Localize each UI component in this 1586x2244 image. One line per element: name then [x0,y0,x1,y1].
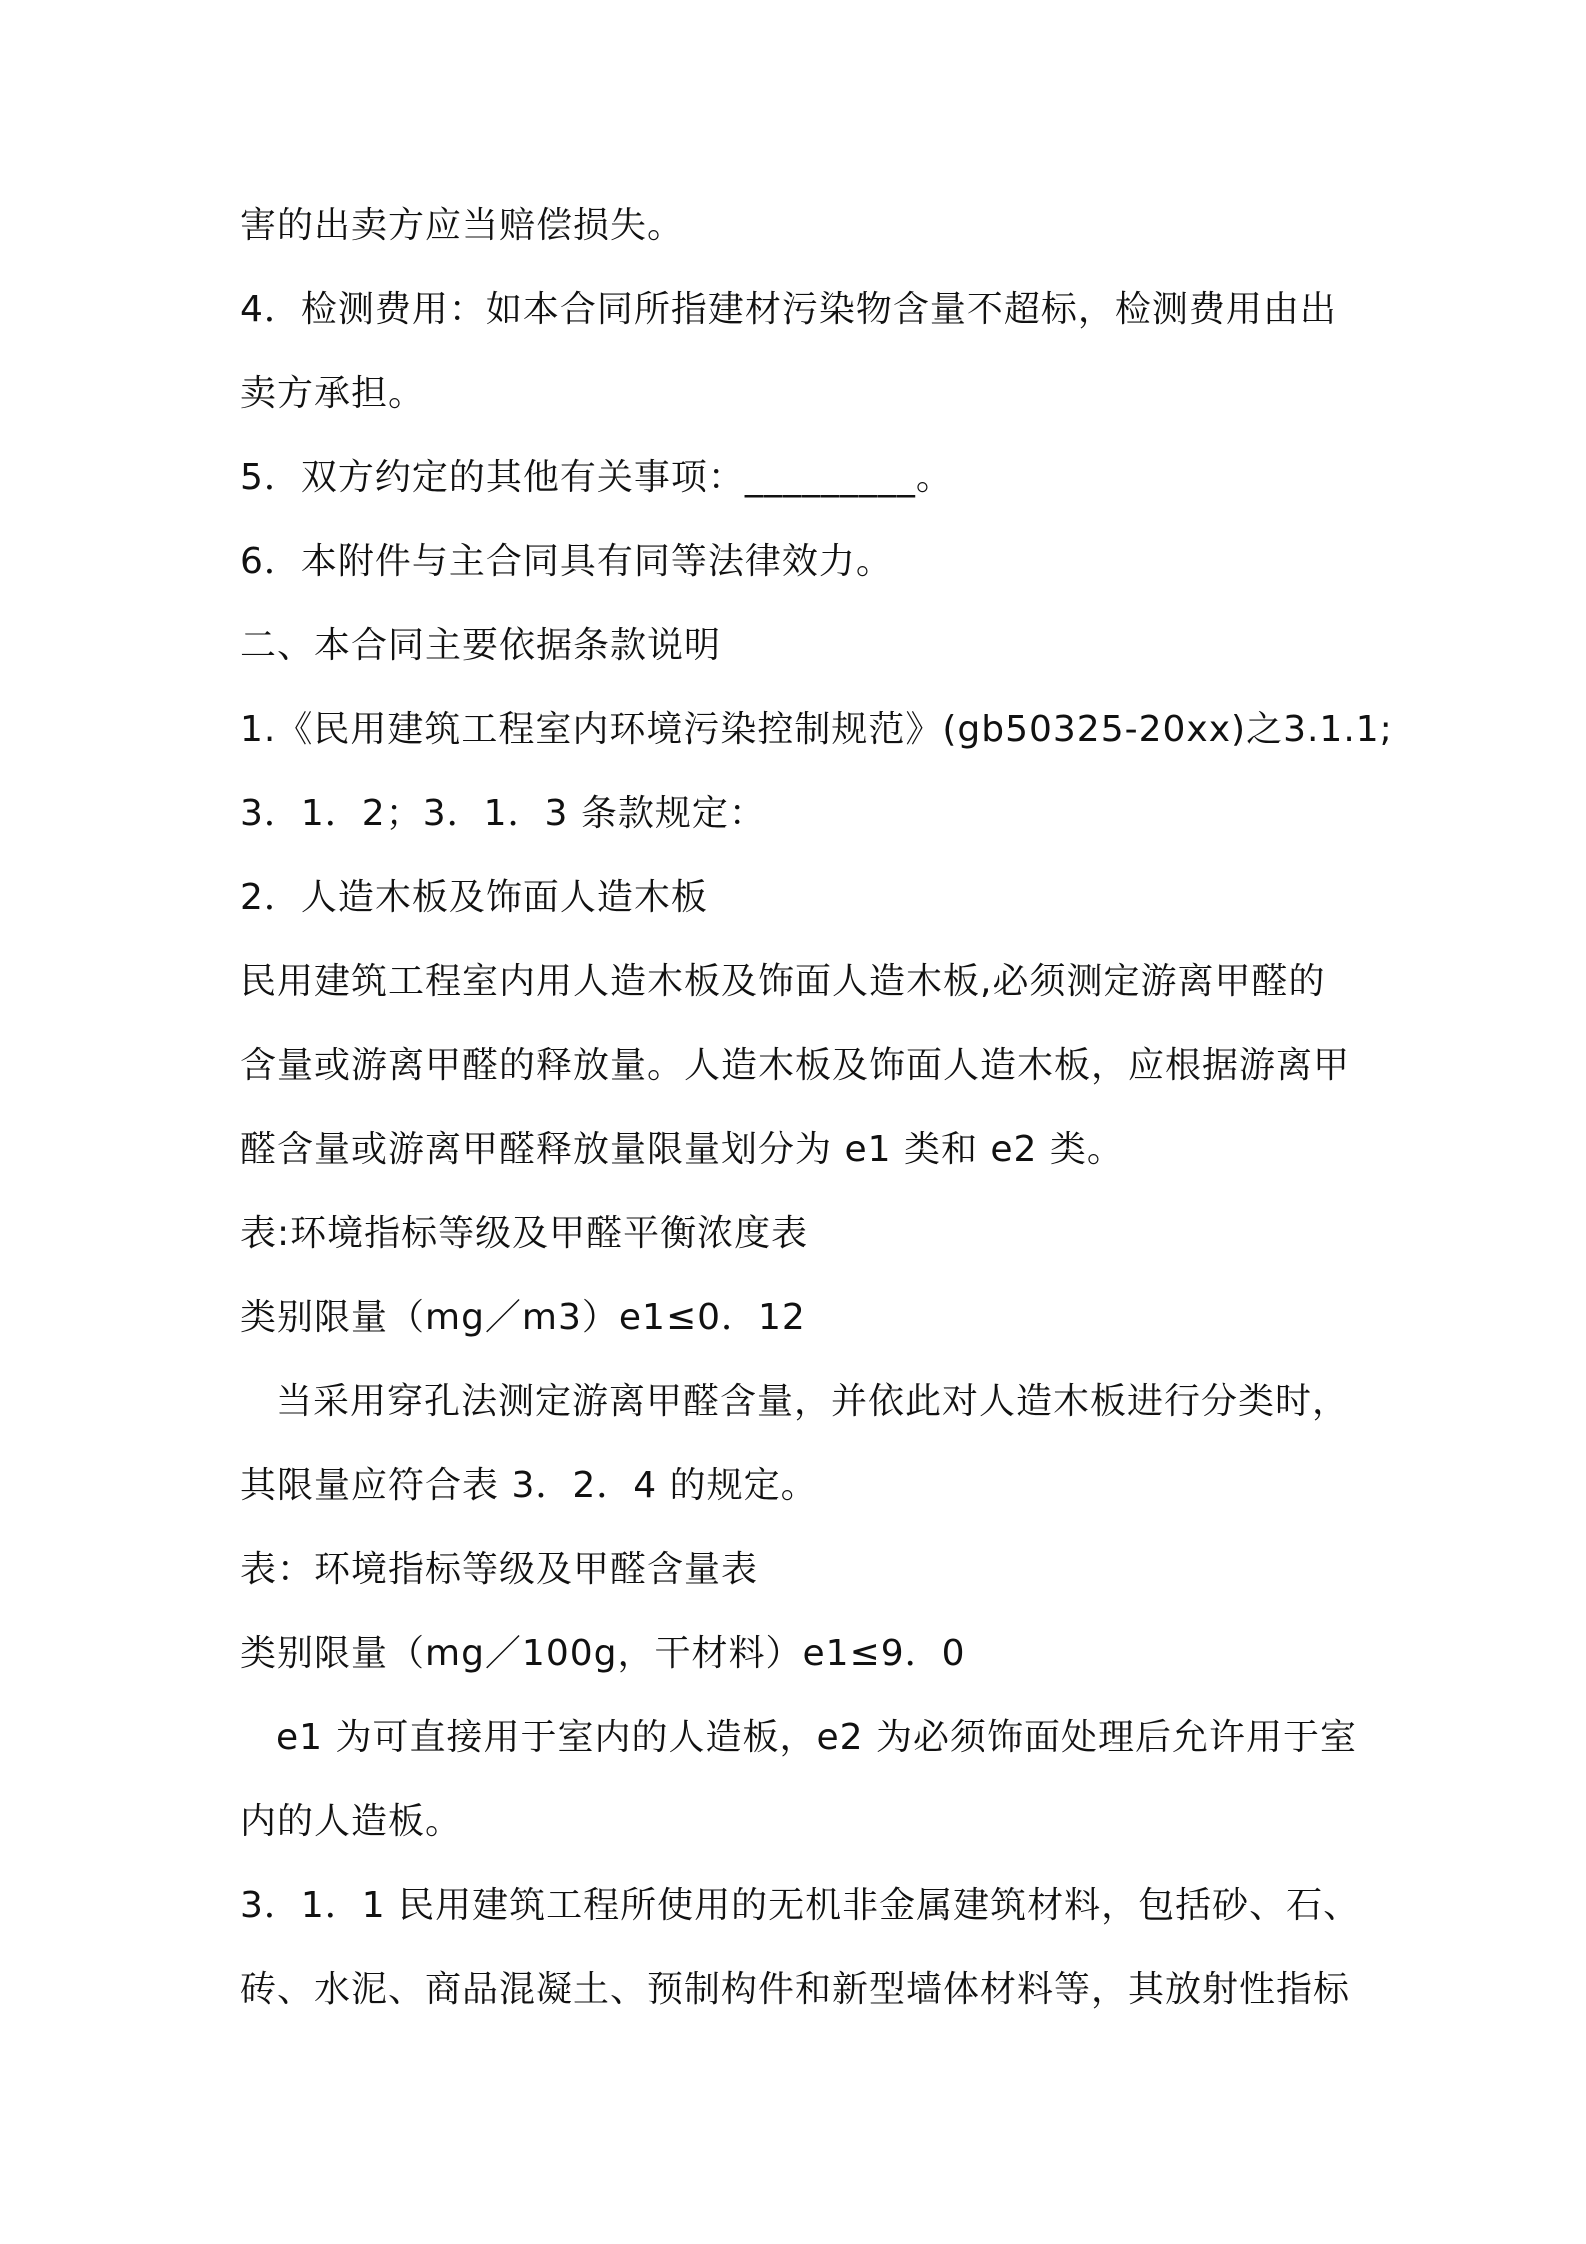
text-line: 2．人造木板及饰面人造木板 [240,877,708,918]
text-line: 砖、水泥、商品混凝土、预制构件和新型墙体材料等，其放射性指标 [240,1969,1351,2010]
text-line: 1.《民用建筑工程室内环境污染控制规范》(gb50325-20xx)之3.1.1; [240,709,1393,750]
text-line: 民用建筑工程室内用人造木板及饰面人造木板,必须测定游离甲醛的 [240,961,1326,1002]
text-line: 6．本附件与主合同具有同等法律效力。 [240,541,893,582]
text-line: 卖方承担。 [240,373,426,414]
text-line: 5．双方约定的其他有关事项：_________。 [240,457,953,498]
text-line: 醛含量或游离甲醛释放量限量划分为 e1 类和 e2 类。 [240,1129,1124,1170]
text-line: 类别限量（mg／m3）e1≤0．12 [240,1297,806,1338]
text-line: 当采用穿孔法测定游离甲醛含量，并依此对人造木板进行分类时， [276,1381,1350,1422]
text-line: 类别限量（mg／100g，干材料）e1≤9．0 [240,1633,966,1674]
text-line: 3．1．2；3．1．3 条款规定： [240,793,766,834]
text-line: 害的出卖方应当赔偿损失。 [240,205,685,246]
text-line: 3．1．1 民用建筑工程所使用的无机非金属建筑材料，包括砂、石、 [240,1885,1361,1926]
table-caption: 表:环境指标等级及甲醛平衡浓度表 [240,1213,809,1254]
text-line: 内的人造板。 [240,1801,463,1842]
table-caption: 表：环境指标等级及甲醛含量表 [240,1549,759,1590]
section-heading: 二、本合同主要依据条款说明 [240,625,722,666]
text-line: 其限量应符合表 3．2．4 的规定。 [240,1465,818,1506]
text-line: 含量或游离甲醛的释放量。人造木板及饰面人造木板，应根据游离甲 [240,1045,1351,1086]
text-line: 4．检测费用：如本合同所指建材污染物含量不超标，检测费用由出 [240,289,1337,330]
text-line: e1 为可直接用于室内的人造板，e2 为必须饰面处理后允许用于室 [276,1717,1357,1758]
